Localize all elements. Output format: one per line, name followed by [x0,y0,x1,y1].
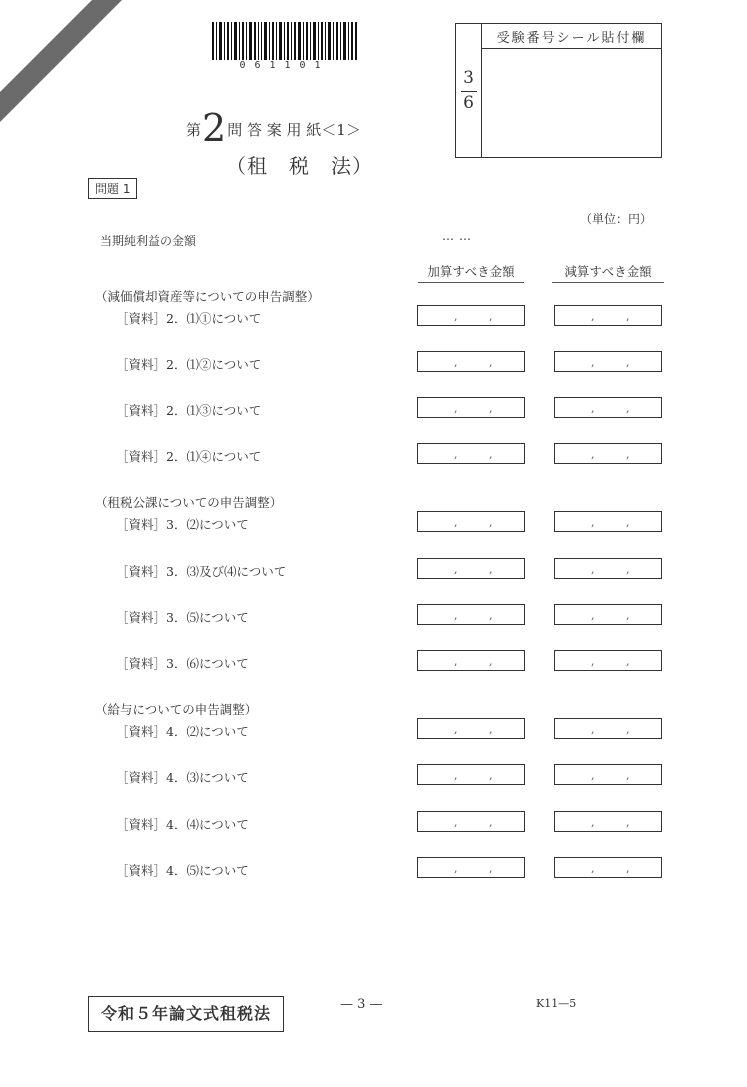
item-label: ［資料］4．⑸について [116,863,249,878]
add-amount-field[interactable]: , , [417,811,525,832]
title-prefix: 第 [186,121,202,139]
seal-label: 受験番号シール貼付欄 [496,31,647,46]
title-suffix: 問 答 案 用 紙＜1＞ [227,121,361,139]
subtract-amount-field[interactable]: , , [554,604,662,625]
subtract-amount-field[interactable]: , , [554,764,662,785]
page-title [186,100,361,150]
item-label: ［資料］4．⑷について [116,817,249,832]
subtract-amount-field[interactable]: , , [554,397,662,418]
subtract-amount-field[interactable]: , , [554,811,662,832]
page-fraction-numerator: 3 [463,68,474,88]
item-label: ［資料］3．⑵について [116,517,249,532]
exam-title-box: 令和５年論文式租税法 [88,996,284,1032]
question-label: 問題 1 [88,178,137,199]
subtract-amount-field[interactable]: , , [554,650,662,671]
item-label: ［資料］3．⑸について [116,610,249,625]
barcode-number: 061101 [239,60,330,71]
subtract-amount-field[interactable]: , , [554,857,662,878]
add-amount-field[interactable]: , , [417,857,525,878]
item-label: ［資料］2．⑴②について [116,357,262,372]
item-label: ［資料］2．⑴④について [116,449,262,464]
subtract-amount-field[interactable]: , , [554,511,662,532]
add-amount-field[interactable]: , , [417,764,525,785]
section-heading-taxes: （租税公課についての申告調整） [95,495,283,510]
question-number: 2 [202,106,227,150]
item-label: ［資料］2．⑴①について [116,311,262,326]
item-label: ［資料］4．⑵について [116,724,249,739]
section-heading-salaries: （給与についての申告調整） [95,702,258,717]
subtract-amount-field[interactable]: , , [554,718,662,739]
page-number: — 3 — [340,997,383,1012]
subtract-amount-field[interactable]: , , [554,305,662,326]
add-amount-field[interactable]: , , [417,650,525,671]
add-amount-field[interactable]: , , [417,351,525,372]
add-amount-field[interactable]: , , [417,305,525,326]
item-label: ［資料］3．⑹について [116,656,249,671]
page-fraction-denominator: 6 [463,93,474,113]
add-amount-field[interactable]: , , [417,604,525,625]
net-income-dots: …… [442,229,476,243]
item-label: ［資料］3．⑶及び⑷について [116,564,287,579]
column-header-add: 加算すべき金額 [418,262,524,283]
item-label: ［資料］2．⑴③について [116,403,262,418]
document-code: K11—5 [536,997,577,1010]
subject-subtitle: （租 税 法） [226,154,373,178]
column-header-subtract: 減算すべき金額 [552,262,664,283]
barcode-image [212,22,357,60]
net-income-label: 当期純利益の金額 [100,234,197,248]
subtract-amount-field[interactable]: , , [554,443,662,464]
item-label: ［資料］4．⑶について [116,770,249,785]
subtract-amount-field[interactable]: , , [554,351,662,372]
add-amount-field[interactable]: , , [417,511,525,532]
exam-number-seal-box[interactable] [455,23,662,158]
unit-label: （単位：円） [580,212,653,226]
subtract-amount-field[interactable]: , , [554,558,662,579]
add-amount-field[interactable]: , , [417,443,525,464]
add-amount-field[interactable]: , , [417,397,525,418]
add-amount-field[interactable]: , , [417,718,525,739]
add-amount-field[interactable]: , , [417,558,525,579]
corner-stripe [0,0,130,130]
section-heading-depreciation: （減価償却資産等についての申告調整） [95,289,320,304]
